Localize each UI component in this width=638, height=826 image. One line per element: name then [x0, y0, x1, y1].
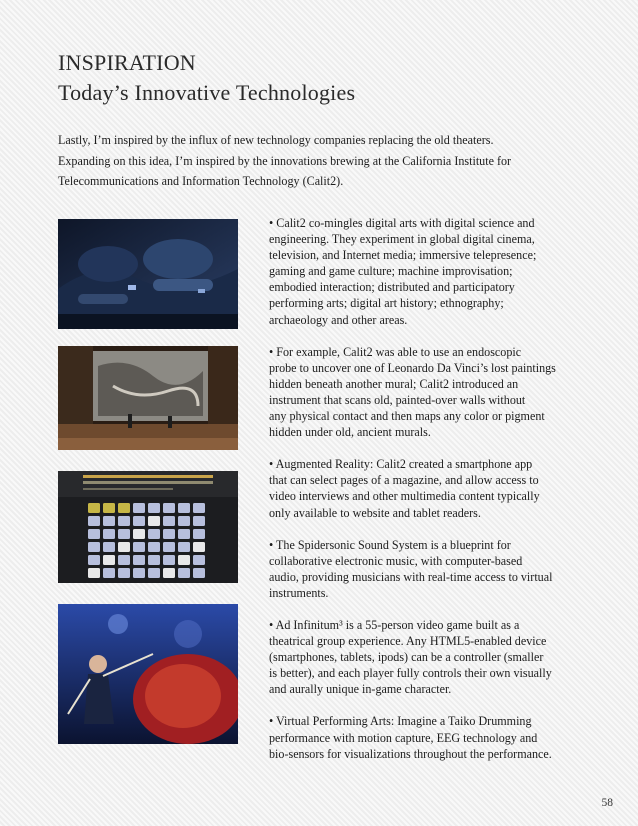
bullet-item [269, 617, 579, 697]
intro-paragraph [58, 130, 578, 192]
bullet-line: performing arts; digital art history; ethnography; [269, 296, 504, 311]
mural-hall-photo [58, 346, 238, 450]
bullet-line: and aurally unique in-game character. [269, 682, 452, 697]
bullet-line: collaborative electronic music, with computer-based [269, 553, 523, 568]
bullet-line: only available to website and tablet readers. [269, 505, 481, 520]
bullet-line: performance with motion capture, EEG technology and [269, 730, 538, 745]
bullet-line: television, and Internet media; immersive telepresence; [269, 248, 537, 263]
page-number: 58 [601, 797, 613, 809]
bullet-line: (smartphones, tablets, ipods) can be a controller (smaller [269, 650, 544, 665]
bullet-line: archaeology and other areas. [269, 312, 408, 327]
bullet-line: embodied interaction; distributed and participatory [269, 280, 515, 295]
bullet-line: that can select pages of a magazine, and allow access to [269, 473, 539, 488]
controller-photo [58, 471, 238, 583]
bullet-line: is better), and each player fully controls their own visually [269, 666, 552, 681]
section-heading: INSPIRATION [58, 50, 196, 75]
bullet-line: theatrical group experience. Any HTML5-enabled device [269, 634, 547, 649]
bullet-line: • Virtual Performing Arts: Imagine a Taiko Drumming [269, 714, 532, 729]
bullet-line: • Calit2 co-mingles digital arts with digital science and [269, 216, 535, 230]
intro-line: Lastly, I’m inspired by the influx of new technology companies replacing the old theaters. [58, 133, 494, 147]
bullet-line: audio, providing musicians with real-time access to virtual [269, 569, 553, 584]
bullet-line: hidden under old, ancient murals. [269, 425, 431, 440]
bullet-item [269, 537, 579, 601]
bullet-line: probe to uncover one of Leonardo Da Vinci’s lost paintings [269, 360, 556, 375]
intro-line: Expanding on this idea, I’m inspired by the innovations brewing at the California Institute for [58, 153, 512, 168]
bullet-line: engineering. They experiment in global digital cinema, [269, 232, 535, 247]
bullet-line: • Augmented Reality: Calit2 created a smartphone app [269, 457, 533, 472]
bullet-item [269, 344, 579, 441]
bullet-line: gaming and game culture; machine improvisation; [269, 264, 513, 279]
page-title: Today’s Innovative Technologies [58, 80, 356, 105]
bullet-line: any physical contact and then maps any color or pigment [269, 409, 545, 424]
bullet-item [269, 215, 579, 328]
bullet-line: • The Spidersonic Sound System is a blueprint for [269, 537, 511, 552]
bullet-line: • For example, Calit2 was able to use an endoscopic [269, 344, 522, 359]
bullet-line: instrument that scans old, painted-over walls without [269, 392, 526, 407]
bullet-line: instruments. [269, 585, 329, 600]
bullet-list [269, 215, 579, 778]
drummer-photo [58, 604, 238, 744]
bullet-line: video interviews and other multimedia content typically [269, 489, 540, 504]
bullet-line: hidden beneath another mural; Calit2 introduced an [269, 376, 519, 391]
bullet-line: bio-sensors for visualizations throughout the performance. [269, 746, 552, 761]
bullet-item [269, 456, 579, 520]
audience-photo [58, 219, 238, 329]
bullet-item [269, 713, 579, 761]
intro-line: Telecommunications and Information Technology (Calit2). [58, 174, 344, 188]
bullet-line: • Ad Infinitum³ is a 55-person video game built as a [269, 617, 520, 632]
